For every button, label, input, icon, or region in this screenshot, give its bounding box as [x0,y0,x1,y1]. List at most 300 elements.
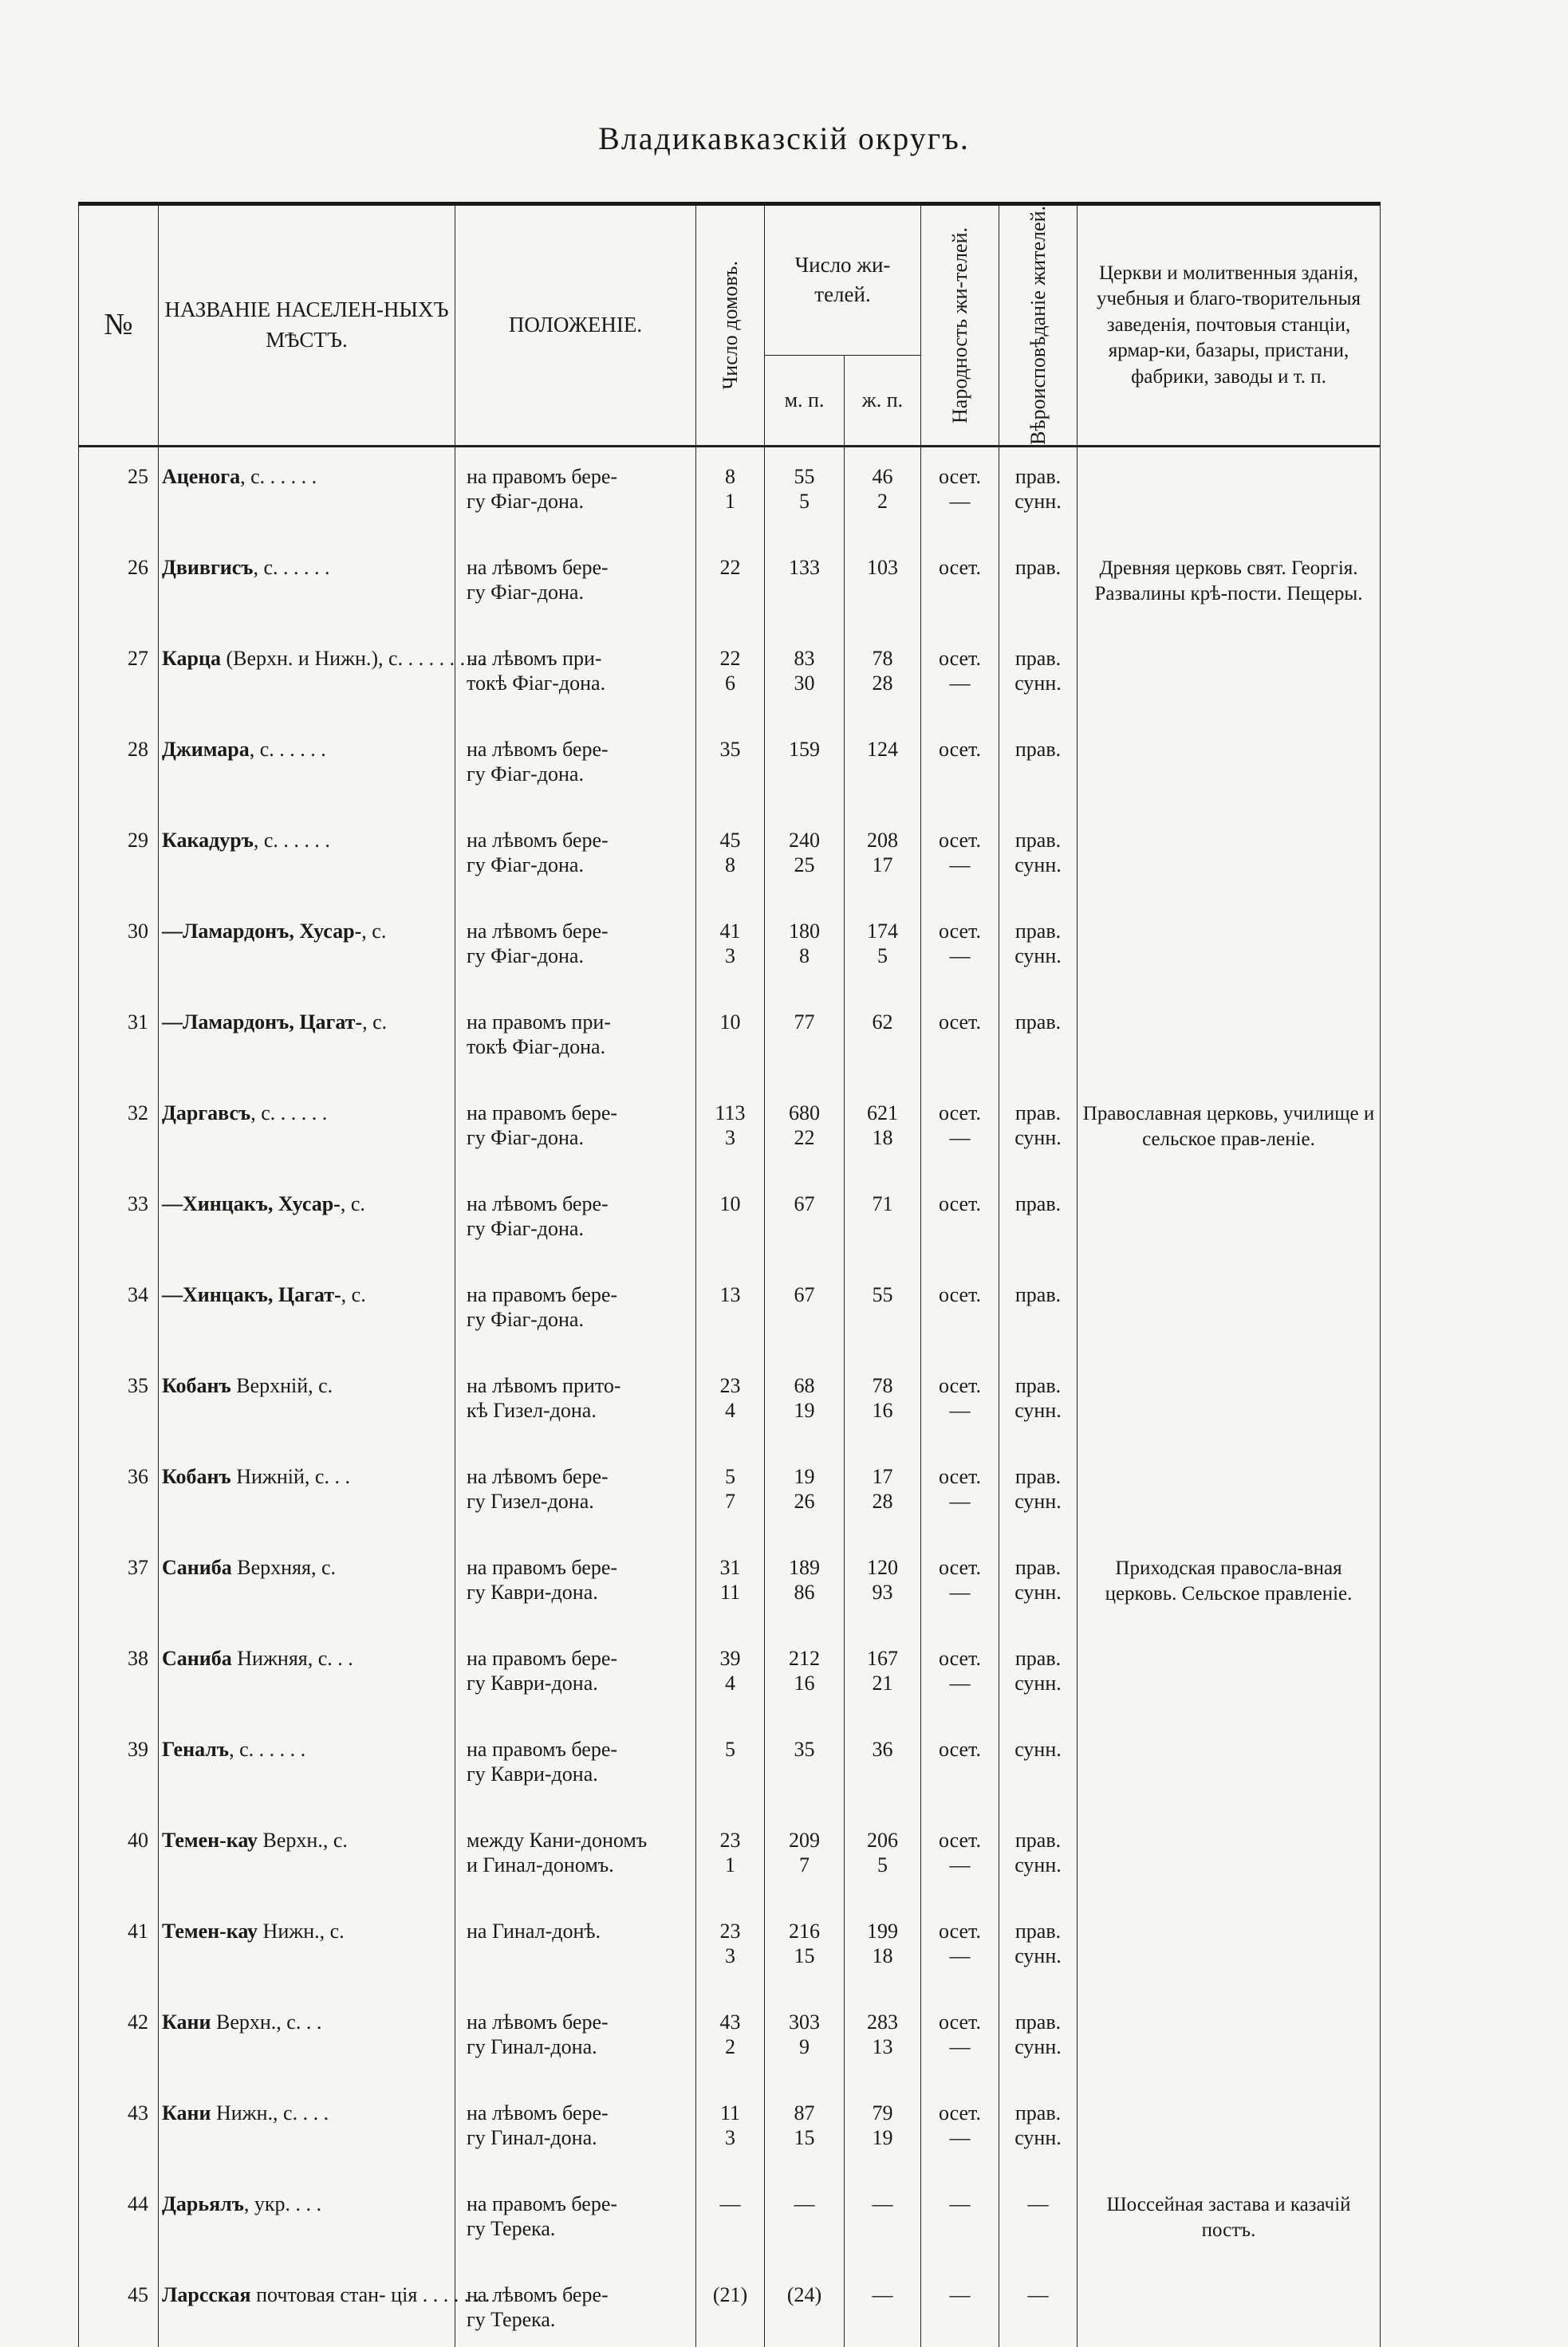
male-cell-line1: — [794,2191,815,2215]
male-cell-line1: 209 [789,1828,820,1852]
position-line1: на лѣвомъ бере- [467,555,609,579]
col-header-religion-text: Вѣроисповѣданіе жителей. [1026,206,1050,445]
male-cell-line2: 30 [794,671,815,695]
houses-cell [696,1629,765,1720]
position-line2: гу Фіаг-дона. [467,762,584,786]
male-cell [765,1447,845,1538]
houses-cell-line1: 23 [719,1828,741,1852]
position-cell [455,629,696,720]
settlement-name-bold: Саниба [162,1555,232,1579]
col-header-nationality [921,204,999,447]
nationality-cell-line2: — [949,1489,971,1513]
row-number: 29 [79,811,159,902]
nationality-cell-line1: осет. [939,1191,981,1215]
houses-cell-line1: 22 [719,646,741,670]
row-number: 27 [79,629,159,720]
nationality-cell-line2: — [949,2034,971,2058]
position-line2: гу Терека. [467,2216,556,2240]
houses-cell [696,1538,765,1629]
male-cell [765,1538,845,1629]
position-cell [455,446,696,538]
position-cell [455,1538,696,1629]
houses-cell-line2: 7 [725,1489,735,1513]
female-cell-line2: 19 [872,2125,893,2149]
houses-cell-line1: 23 [719,1919,741,1943]
houses-cell [696,1175,765,1266]
religion-cell-line2: сунн. [1014,489,1062,513]
religion-cell-line2: сунн. [1014,1580,1062,1604]
female-cell-line2: 18 [872,1943,893,1967]
position-line1: на лѣвомъ бере- [467,1464,609,1488]
position-line1: на правомъ бере- [467,1737,618,1761]
position-cell [455,720,696,811]
col-header-religion [999,204,1078,447]
religion-cell-line2: сунн. [1014,2034,1062,2058]
male-cell-line1: 159 [789,737,820,761]
religion-cell-line1: прав. [1014,1555,1062,1579]
religion-cell [999,2084,1078,2175]
settlement-name-rest: (Верхн. и Нижн.), с. . . . . . . . . [220,646,487,670]
row-number: 38 [79,1629,159,1720]
nationality-cell-line2: — [949,943,971,967]
notes-cell: Приходская правосла-вная церковь. Сельское правленіе. [1078,1538,1381,2175]
female-cell-line1: 78 [872,1373,893,1397]
position-line1: на лѣвомъ при- [467,646,602,670]
nationality-cell-line1: осет. [939,1282,981,1306]
female-cell [845,446,921,538]
male-cell [765,538,845,629]
male-cell [765,1266,845,1357]
nationality-cell-line2: — [949,489,971,513]
settlement-name-rest: , укр. . . . [243,2191,322,2215]
religion-cell [999,2266,1078,2347]
position-line1: на правомъ бере- [467,2191,618,2215]
table-row [79,538,1381,629]
position-line2: гу Каври-дона. [467,1762,598,1786]
col-header-houses [696,204,765,447]
position-line2: гу Фіаг-дона. [467,853,584,876]
nationality-cell-line1: осет. [939,1919,981,1943]
religion-cell [999,993,1078,1084]
female-cell-line1: 46 [872,464,893,488]
religion-cell [999,1084,1078,1175]
position-line2: гу Гинал-дона. [467,2125,597,2149]
nationality-cell-line1: осет. [939,828,981,852]
nationality-cell-line2: — [949,1125,971,1149]
nationality-cell-line1: осет. [939,2101,981,2125]
notes-cell: Православная церковь, училище и сельское прав-леніе. [1078,1084,1381,1538]
nationality-cell [921,1357,999,1447]
row-number: 39 [79,1720,159,1811]
male-cell-line2: 15 [794,1943,815,1967]
religion-cell-line2: сунн. [1014,1125,1062,1149]
nationality-cell [921,993,999,1084]
position-line1: между Кани-дономъ [467,1828,648,1852]
row-number: 41 [79,1902,159,1993]
religion-cell-line2: сунн. [1014,1671,1062,1695]
male-cell [765,1629,845,1720]
position-line1: на правомъ бере- [467,1282,618,1306]
female-cell-line1: 36 [872,1737,893,1761]
female-cell [845,1811,921,1902]
male-cell-line1: 680 [789,1101,820,1124]
settlement-name-bold: —Хинцакъ, Цагат- [162,1282,341,1306]
male-cell [765,629,845,720]
nationality-cell-line1: осет. [939,555,981,579]
settlement-name [159,1720,455,1811]
female-cell [845,629,921,720]
row-number: 42 [79,1993,159,2084]
settlement-name-rest: Нижній, с. . . [230,1464,350,1488]
row-number: 37 [79,1538,159,1629]
male-cell-line1: 68 [794,1373,815,1397]
religion-cell-line2: сунн. [1014,1853,1062,1876]
houses-cell-line1: 11 [719,2101,741,2125]
position-cell [455,1629,696,1720]
row-number: 25 [79,446,159,538]
position-line1: на лѣвомъ бере- [467,828,609,852]
settlement-name-rest: , с. [361,919,387,943]
houses-cell-line1: — [719,2191,741,2215]
nationality-cell-line1: осет. [939,464,981,488]
female-cell-line1: 174 [867,919,898,943]
female-cell [845,1993,921,2084]
male-cell-line1: 216 [789,1919,820,1943]
female-cell-line2: 28 [872,1489,893,1513]
settlement-name-bold: Даргавсъ [162,1101,251,1124]
position-cell [455,1084,696,1175]
female-cell-line1: 78 [872,646,893,670]
religion-cell [999,1629,1078,1720]
houses-cell-line2: 1 [725,1853,735,1876]
position-line1: на лѣвомъ бере- [467,1191,609,1215]
position-line1: на правомъ при- [467,1010,611,1034]
table-row [79,2175,1381,2266]
settlement-name [159,538,455,629]
female-cell-line2: 5 [877,943,888,967]
houses-cell-line2: 4 [725,1671,735,1695]
houses-cell-line2: 3 [725,1125,735,1149]
houses-cell [696,446,765,538]
religion-cell [999,902,1078,993]
houses-cell-line1: 35 [719,737,741,761]
houses-cell-line2: 3 [725,943,735,967]
houses-cell [696,1902,765,1993]
female-cell-line1: — [872,2191,893,2215]
row-number: 30 [79,902,159,993]
row-number: 33 [79,1175,159,1266]
position-line2: токѣ Фіаг-дона. [467,671,606,695]
religion-cell [999,1993,1078,2084]
female-cell-line2: 5 [877,1853,888,1876]
female-cell [845,1629,921,1720]
settlement-name-rest: Верхній, с. [230,1373,333,1397]
row-number: 32 [79,1084,159,1175]
position-cell [455,2175,696,2266]
female-cell [845,902,921,993]
religion-cell-line1: прав. [1014,1373,1062,1397]
settlement-name-bold: Аценога [162,464,241,488]
houses-cell-line2: 1 [725,489,735,513]
religion-cell [999,1902,1078,1993]
female-cell [845,1175,921,1266]
settlement-name-rest: , с. [341,1282,366,1306]
female-cell-line2: 18 [872,1125,893,1149]
female-cell-line1: 199 [867,1919,898,1943]
male-cell-line2: 19 [794,1398,815,1422]
nationality-cell [921,720,999,811]
houses-cell-line1: (21) [712,2282,748,2306]
male-cell-line1: 212 [789,1646,820,1670]
male-cell [765,2175,845,2266]
position-line1: на лѣвомъ бере- [467,919,609,943]
col-header-houses-text: Число домовъ. [718,261,742,390]
religion-cell-line1: прав. [1014,1646,1062,1670]
houses-cell [696,629,765,720]
settlement-name [159,1538,455,1629]
settlement-name-bold: Какадуръ [162,828,254,852]
row-number: 44 [79,2175,159,2266]
position-cell [455,1902,696,1993]
male-cell-line2: 7 [799,1853,810,1876]
religion-cell [999,1357,1078,1447]
female-cell-line1: 124 [867,737,898,761]
female-cell [845,1084,921,1175]
religion-cell-line1: прав. [1014,1828,1062,1852]
position-line2: гу Фіаг-дона. [467,489,584,513]
religion-cell-line1: — [1027,2282,1049,2306]
nationality-cell [921,2084,999,2175]
position-cell [455,1720,696,1811]
female-cell [845,1902,921,1993]
settlement-name [159,1266,455,1357]
settlement-name-rest: Нижн., с. [258,1919,345,1943]
male-cell-line1: 189 [789,1555,820,1579]
position-cell [455,1266,696,1357]
female-cell-line1: 167 [867,1646,898,1670]
female-cell-line1: 283 [867,2010,898,2034]
col-header-female: ж. п. [845,355,921,446]
religion-cell-line1: сунн. [1014,1737,1062,1761]
position-cell [455,1447,696,1538]
nationality-cell [921,902,999,993]
nationality-cell [921,1811,999,1902]
position-line1: на правомъ бере- [467,464,618,488]
male-cell-line1: 87 [794,2101,815,2125]
position-line2: и Гинал-дономъ. [467,1853,614,1876]
religion-cell [999,811,1078,902]
houses-cell-line2: 3 [725,2125,735,2149]
religion-cell-line1: прав. [1014,1919,1062,1943]
settlements-table [78,202,1381,2347]
houses-cell-line1: 10 [719,1010,741,1034]
female-cell [845,1720,921,1811]
nationality-cell [921,1993,999,2084]
position-line2: гу Гинал-дона. [467,2034,597,2058]
female-cell-line1: 79 [872,2101,893,2125]
col-header-num: № [79,204,159,447]
col-header-residents: Число жи-телей. [765,204,921,356]
religion-cell-line2: сунн. [1014,853,1062,876]
religion-cell [999,1811,1078,1902]
male-cell-line2: 22 [794,1125,815,1149]
nationality-cell-line1: — [949,2191,971,2215]
settlement-name [159,2084,455,2175]
nationality-cell-line2: — [949,671,971,695]
nationality-cell-line1: осет. [939,1101,981,1124]
nationality-cell-line1: осет. [939,1555,981,1579]
position-line1: на лѣвомъ прито- [467,1373,621,1397]
houses-cell-line1: 113 [715,1101,746,1124]
male-cell-line1: 55 [794,464,815,488]
position-line2: кѣ Гизел-дона. [467,1398,597,1422]
male-cell-line1: 77 [794,1010,815,1034]
position-line2: гу Фіаг-дона. [467,1307,584,1331]
settlement-name-bold: —Ламардонъ, Цагат- [162,1010,363,1034]
religion-cell-line1: прав. [1014,1101,1062,1124]
settlement-name-bold: Темен-кау [162,1828,258,1852]
nationality-cell-line1: осет. [939,737,981,761]
religion-cell [999,629,1078,720]
religion-cell-line2: сунн. [1014,1489,1062,1513]
settlement-name [159,2266,490,2347]
position-line1: на правомъ бере- [467,1555,618,1579]
religion-cell-line2: сунн. [1014,2125,1062,2149]
position-line1: на лѣвомъ бере- [467,2101,609,2125]
houses-cell-line1: 8 [725,464,735,488]
houses-cell-line1: 41 [719,919,741,943]
settlement-name [159,446,455,538]
settlement-name [159,1993,455,2084]
settlement-name [159,993,455,1084]
settlements-table-wrap [78,202,1380,2347]
table-row [79,446,1381,538]
houses-cell [696,993,765,1084]
position-line1: на лѣвомъ бере- [467,2010,609,2034]
religion-cell-line2: сунн. [1014,671,1062,695]
settlement-name-rest: , с. . . . . . [240,464,317,488]
settlement-name-bold: Геналъ [162,1737,230,1761]
female-cell-line2: 2 [877,489,888,513]
nationality-cell [921,811,999,902]
position-cell [455,1811,696,1902]
position-line1: на правомъ бере- [467,1646,618,1670]
houses-cell [696,1266,765,1357]
nationality-cell [921,1629,999,1720]
religion-cell [999,720,1078,811]
settlement-name [159,1447,455,1538]
nationality-cell [921,538,999,629]
male-cell [765,1993,845,2084]
male-cell [765,2084,845,2175]
religion-cell-line2: сунн. [1014,1943,1062,1967]
settlement-name [159,1175,455,1266]
position-line2: гу Терека. [467,2307,556,2331]
nationality-cell [921,2266,999,2347]
houses-cell [696,1447,765,1538]
row-number: 43 [79,2084,159,2175]
female-cell-line1: 621 [867,1101,898,1124]
male-cell [765,446,845,538]
settlement-name-rest: , с. . . . . . [253,828,330,852]
col-header-male: м. п. [765,355,845,446]
settlement-name [159,629,487,720]
female-cell-line1: 120 [867,1555,898,1579]
position-line2: гу Каври-дона. [467,1580,598,1604]
position-cell [455,1357,696,1447]
houses-cell-line2: 3 [725,1943,735,1967]
male-cell [765,811,845,902]
settlement-name-bold: —Ламардонъ, Хусар- [162,919,362,943]
houses-cell-line2: 8 [725,853,735,876]
houses-cell [696,2084,765,2175]
notes-cell [1078,446,1381,538]
female-cell-line2: 13 [872,2034,893,2058]
settlement-name-rest: Нижняя, с. . . [231,1646,353,1670]
settlement-name-bold: Кани [162,2010,211,2034]
nationality-cell-line2: — [949,1853,971,1876]
settlement-name-rest: , с. . . . . . [249,737,326,761]
table-row [79,1538,1381,1629]
houses-cell [696,2266,765,2347]
nationality-cell [921,1538,999,1629]
male-cell [765,1811,845,1902]
female-cell-line1: 206 [867,1828,898,1852]
position-cell [455,2266,696,2347]
religion-cell-line2: сунн. [1014,1398,1062,1422]
nationality-cell-line1: осет. [939,1464,981,1488]
houses-cell-line1: 10 [719,1191,741,1215]
col-header-nationality-text: Народность жи-телей. [947,226,971,423]
male-cell-line2: 8 [799,943,810,967]
female-cell-line1: 55 [872,1282,893,1306]
settlement-name-bold: —Хинцакъ, Хусар- [162,1191,341,1215]
houses-cell-line2: 4 [725,1398,735,1422]
religion-cell-line1: прав. [1014,1191,1062,1215]
settlement-name-rest: , с. [362,1010,388,1034]
houses-cell-line2: 2 [725,2034,735,2058]
settlement-name [159,1902,455,1993]
settlement-name-rest: Нижн., с. . . . [211,2101,329,2125]
row-number: 40 [79,1811,159,1902]
religion-cell-line1: прав. [1014,737,1062,761]
position-line1: на лѣвомъ бере- [467,737,609,761]
male-cell-line2: 25 [794,853,815,876]
female-cell-line2: 17 [872,853,893,876]
position-cell [455,811,696,902]
houses-cell-line1: 39 [719,1646,741,1670]
settlement-name-rest: Верхняя, с. [231,1555,337,1579]
position-cell [455,1993,696,2084]
position-line1: на Гинал-донѣ. [467,1919,601,1943]
houses-cell [696,1720,765,1811]
nationality-cell-line2: — [949,2125,971,2149]
male-cell-line1: 35 [794,1737,815,1761]
male-cell-line1: 67 [794,1191,815,1215]
row-number: 31 [79,993,159,1084]
houses-cell-line2: 6 [725,671,735,695]
position-line2: гу Гизел-дона. [467,1489,594,1513]
nationality-cell-line2: — [949,1671,971,1695]
nationality-cell-line1: — [949,2282,971,2306]
houses-cell [696,811,765,902]
male-cell [765,720,845,811]
female-cell [845,2175,921,2266]
female-cell [845,1266,921,1357]
position-cell [455,993,696,1084]
nationality-cell-line2: — [949,1943,971,1967]
male-cell [765,1720,845,1811]
